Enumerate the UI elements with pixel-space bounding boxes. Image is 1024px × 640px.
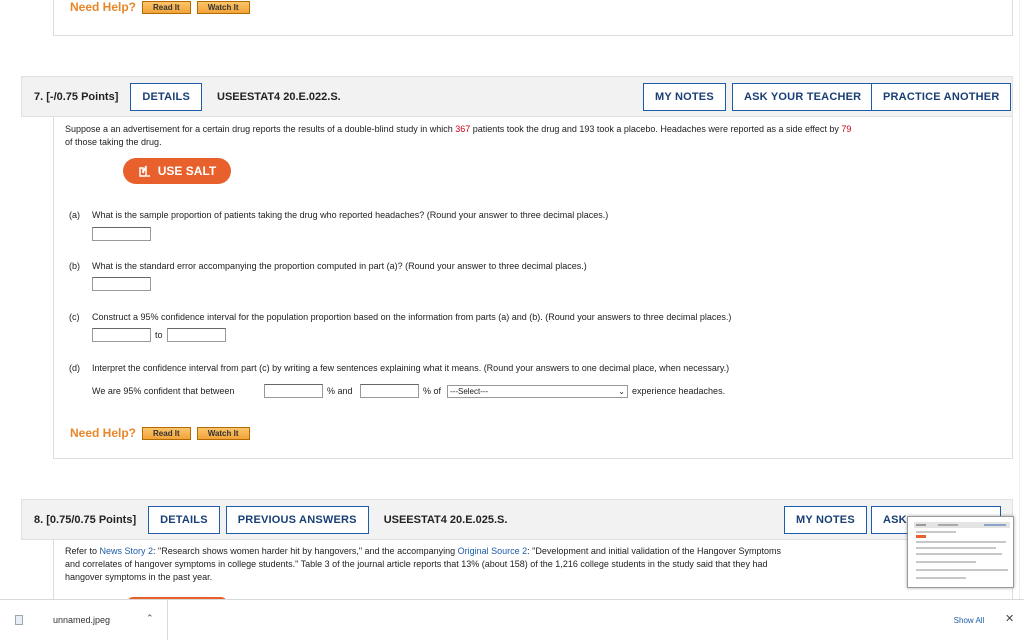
answer-c-lower-input[interactable] bbox=[92, 328, 151, 342]
my-notes-button[interactable]: MY NOTES bbox=[784, 506, 867, 534]
part-label: (c) bbox=[69, 312, 80, 322]
part-b-text: What is the standard error accompanying the proportion computed in part (a)? (Round your answer to three decimal places.) bbox=[92, 261, 587, 271]
part-a-text: What is the sample proportion of patients taking the drug who reported headaches? (Round your answer to three decimal places.) bbox=[92, 210, 609, 220]
headache-count: 79 bbox=[841, 124, 852, 134]
close-icon[interactable]: ✕ bbox=[1005, 613, 1015, 625]
ask-your-teacher-button[interactable]: ASK YOUR TEACHER bbox=[732, 83, 873, 111]
use-salt-button[interactable] bbox=[123, 158, 231, 184]
text-segment: Refer to bbox=[65, 546, 100, 556]
ask-your-teacher-button[interactable]: ASK bbox=[871, 506, 1001, 534]
d-prefix-text: We are 95% confident that between bbox=[92, 386, 235, 396]
question-8-text bbox=[65, 545, 1000, 584]
salt-icon bbox=[138, 164, 152, 178]
d-of-text: % of bbox=[423, 386, 442, 396]
image-file-icon bbox=[15, 615, 23, 625]
points-label: [-/0.75 Points] bbox=[46, 90, 119, 103]
read-it-button[interactable]: Read It bbox=[142, 1, 191, 14]
part-b bbox=[69, 261, 587, 271]
need-help bbox=[70, 0, 250, 14]
download-bar bbox=[0, 599, 1024, 640]
to-label: to bbox=[155, 330, 163, 340]
d-and-text: % and bbox=[327, 386, 353, 396]
download-item[interactable] bbox=[0, 600, 168, 640]
text-segment: patients took the drug and 193 took a placebo. Headaches were reported as a side effect by bbox=[470, 124, 842, 134]
previous-question-footer bbox=[53, 0, 1013, 36]
news-story-link[interactable]: News Story 2 bbox=[99, 546, 154, 556]
watch-it-button[interactable]: Watch It bbox=[197, 427, 250, 440]
watch-it-button[interactable]: Watch It bbox=[197, 1, 250, 14]
read-it-button[interactable]: Read It bbox=[142, 427, 191, 440]
question-7-text bbox=[65, 123, 1000, 149]
chevron-up-icon[interactable]: ⌃ bbox=[146, 613, 154, 623]
part-a bbox=[69, 210, 608, 220]
need-help-label: Need Help? bbox=[70, 426, 137, 440]
text-segment: : "Development and initial validation of the Hangover Symptoms bbox=[527, 546, 781, 556]
question-code: USEESTAT4 20.E.022.S. bbox=[217, 90, 341, 103]
need-help bbox=[70, 426, 250, 440]
use-salt-label: USE SALT bbox=[157, 164, 217, 178]
part-label: (a) bbox=[69, 210, 80, 220]
details-button[interactable]: DETAILS bbox=[130, 83, 202, 111]
text-segment: hangover symptoms in the past year. bbox=[65, 572, 213, 582]
answer-d-lower-input[interactable] bbox=[264, 384, 323, 398]
d-suffix-text: experience headaches. bbox=[632, 386, 726, 396]
question-8-header bbox=[21, 499, 1013, 540]
population-select[interactable] bbox=[447, 385, 628, 398]
previous-answers-button[interactable]: PREVIOUS ANSWERS bbox=[226, 506, 369, 534]
text-segment: and correlates of hangover symptoms in college students." Table 3 of the journal article reports that 13% (about 158) of the 1,216 college students in the study said that they had bbox=[65, 559, 768, 569]
original-source-link[interactable]: Original Source 2 bbox=[457, 546, 528, 556]
question-number: 8. bbox=[34, 513, 44, 526]
part-c bbox=[69, 312, 731, 322]
text-segment: : "Research shows women harder hit by hangovers," and the accompanying bbox=[153, 546, 458, 556]
question-7-header bbox=[21, 76, 1013, 117]
download-filename: unnamed.jpeg bbox=[53, 615, 111, 625]
answer-c-upper-input[interactable] bbox=[167, 328, 226, 342]
question-7-points bbox=[34, 91, 118, 103]
part-label: (b) bbox=[69, 261, 80, 271]
need-help-label: Need Help? bbox=[70, 0, 137, 14]
part-c-text: Construct a 95% confidence interval for the population proportion based on the information from parts (a) and (b). (Round your answers to three decimal places.) bbox=[92, 312, 732, 322]
answer-b-input[interactable] bbox=[92, 277, 151, 291]
part-label: (d) bbox=[69, 363, 80, 373]
question-7-body bbox=[53, 117, 1013, 459]
text-segment: of those taking the drug. bbox=[65, 137, 162, 147]
answer-a-input[interactable] bbox=[92, 227, 151, 241]
practice-another-button[interactable]: PRACTICE ANOTHER bbox=[871, 83, 1011, 111]
question-8-body bbox=[53, 540, 1013, 600]
chevron-down-icon: ⌄ bbox=[618, 387, 625, 396]
question-number: 7. bbox=[34, 90, 44, 103]
drug-count: 367 bbox=[455, 124, 471, 134]
text-segment: Suppose a an advertisement for a certain drug reports the results of a double-blind study in which bbox=[65, 124, 456, 134]
points-label: [0.75/0.75 Points] bbox=[46, 513, 137, 526]
part-d bbox=[69, 363, 729, 373]
screenshot-thumbnail[interactable] bbox=[907, 516, 1014, 588]
answer-d-upper-input[interactable] bbox=[360, 384, 419, 398]
my-notes-button[interactable]: MY NOTES bbox=[643, 83, 726, 111]
question-8-points bbox=[34, 514, 136, 526]
select-value: ---Select--- bbox=[450, 387, 489, 396]
show-all-button[interactable]: Show All bbox=[953, 615, 985, 625]
part-d-text: Interpret the confidence interval from part (c) by writing a few sentences explaining what it means. (Round your answers to one decimal place, when necessary.) bbox=[92, 363, 730, 373]
scrollbar[interactable] bbox=[1019, 0, 1020, 599]
question-code: USEESTAT4 20.E.025.S. bbox=[383, 513, 508, 526]
details-button[interactable]: DETAILS bbox=[148, 506, 220, 534]
